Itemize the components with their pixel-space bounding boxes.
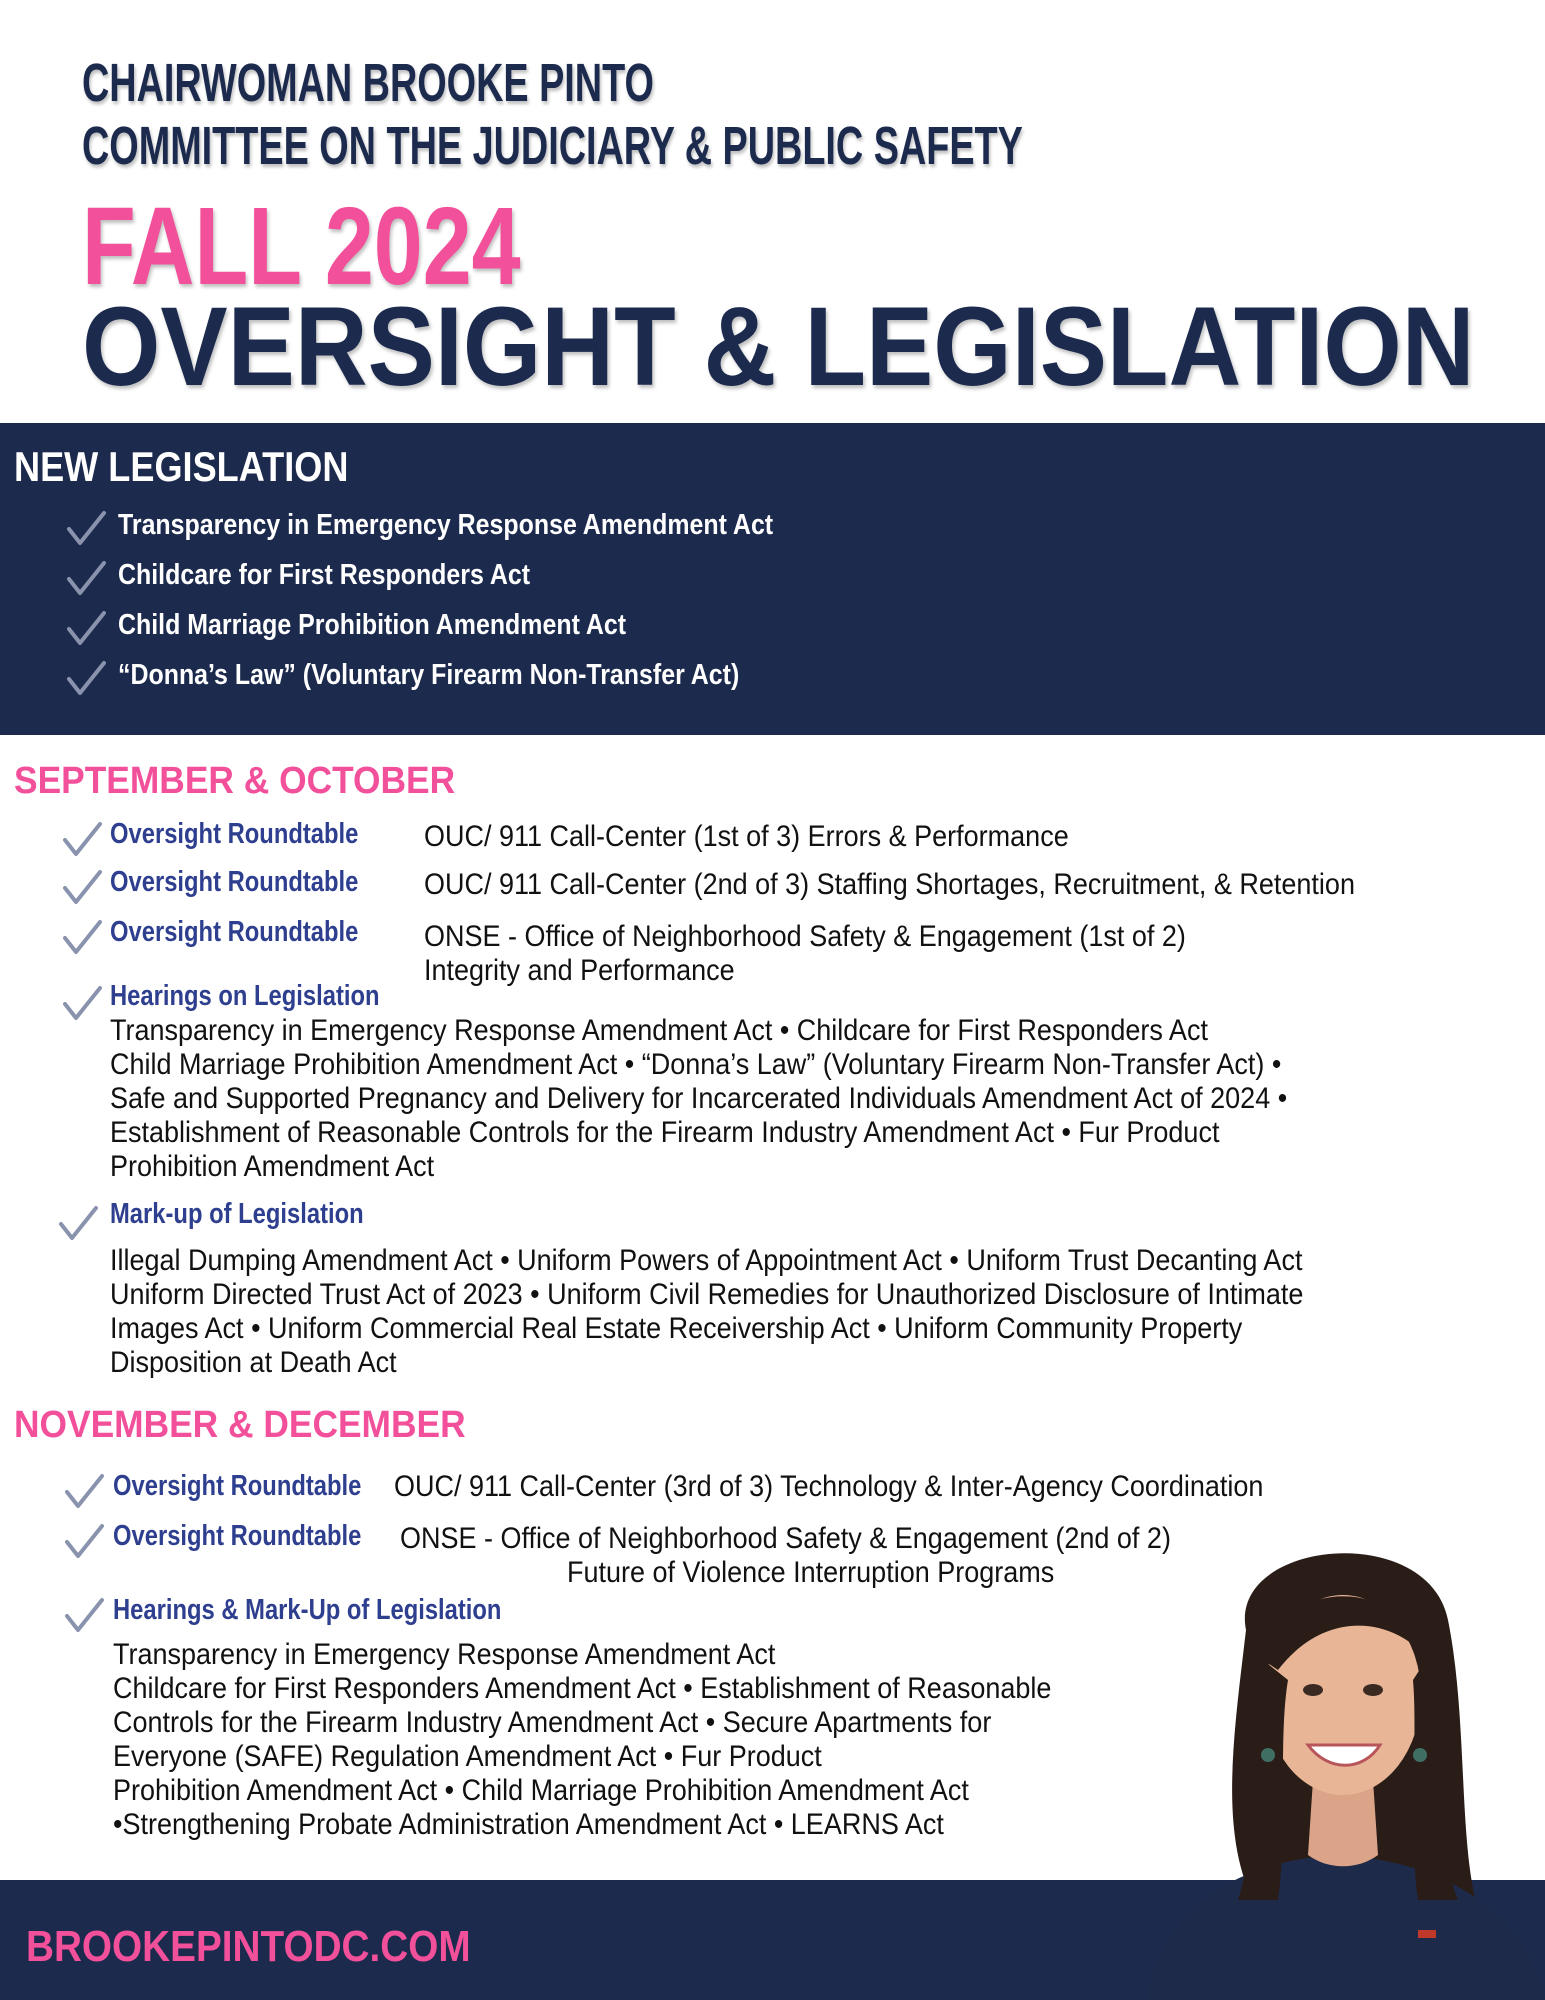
check-icon: [66, 559, 106, 599]
new-legislation-item: “Donna’s Law” (Voluntary Firearm Non-Transfer Act): [118, 659, 740, 691]
check-icon: [62, 984, 102, 1024]
hearings-markup-label: Hearings & Mark-Up of Legislation: [113, 1594, 502, 1626]
website-link[interactable]: BROOKEPINTODC.COM: [26, 1922, 471, 1971]
check-icon: [62, 820, 102, 860]
hearings-line: Transparency in Emergency Response Amendment Act • Childcare for First Responders Act: [110, 1014, 1208, 1047]
check-icon: [62, 868, 102, 908]
hearings-label: Hearings on Legislation: [110, 980, 380, 1012]
check-icon: [64, 1596, 104, 1636]
roundtable-label: Oversight Roundtable: [110, 916, 359, 948]
roundtable-description-2: Future of Violence Interruption Programs: [567, 1556, 1055, 1589]
header-line-1: CHAIRWOMAN BROOKE PINTO: [82, 53, 654, 113]
hearings-markup-line: Childcare for First Responders Amendment Act • Establishment of Reasonable: [113, 1672, 1052, 1705]
hearings-markup-line: Prohibition Amendment Act • Child Marriage Prohibition Amendment Act: [113, 1774, 969, 1807]
header-line-2: COMMITTEE ON THE JUDICIARY & PUBLIC SAFETY: [82, 116, 1023, 176]
check-icon: [66, 609, 106, 649]
roundtable-description-2: Integrity and Performance: [424, 954, 735, 987]
markup-line: Illegal Dumping Amendment Act • Uniform Powers of Appointment Act • Uniform Trust Decanting Act: [110, 1244, 1303, 1277]
roundtable-description: OUC/ 911 Call-Center (3rd of 3) Technology & Inter-Agency Coordination: [394, 1470, 1264, 1503]
hearings-markup-line: Everyone (SAFE) Regulation Amendment Act • Fur Product: [113, 1740, 822, 1773]
new-legislation-band: [0, 423, 1545, 735]
hearings-markup-line: Controls for the Firearm Industry Amendment Act • Secure Apartments for: [113, 1706, 992, 1739]
markup-label: Mark-up of Legislation: [110, 1198, 364, 1230]
check-icon: [66, 509, 106, 549]
markup-line: Disposition at Death Act: [110, 1346, 397, 1379]
new-legislation-title: NEW LEGISLATION: [14, 443, 349, 490]
hearings-line: Prohibition Amendment Act: [110, 1150, 435, 1183]
new-legislation-item: Childcare for First Responders Act: [118, 559, 531, 591]
check-icon: [64, 1472, 104, 1512]
hearings-line: Child Marriage Prohibition Amendment Act • “Donna’s Law” (Voluntary Firearm Non-Transfer Act) •: [110, 1048, 1282, 1081]
roundtable-label: Oversight Roundtable: [110, 866, 359, 898]
hearings-line: Establishment of Reasonable Controls for the Firearm Industry Amendment Act • Fur Product: [110, 1116, 1220, 1149]
roundtable-label: Oversight Roundtable: [113, 1520, 362, 1552]
page-title: OVERSIGHT & LEGISLATION: [82, 284, 1475, 409]
markup-line: Uniform Directed Trust Act of 2023 • Uniform Civil Remedies for Unauthorized Disclosure of Intimate: [110, 1278, 1304, 1311]
roundtable-description: ONSE - Office of Neighborhood Safety & Engagement (1st of 2): [424, 920, 1186, 953]
hearings-markup-line: Transparency in Emergency Response Amendment Act: [113, 1638, 776, 1671]
new-legislation-item: Transparency in Emergency Response Amendment Act: [118, 509, 774, 541]
roundtable-description: OUC/ 911 Call-Center (1st of 3) Errors & Performance: [424, 820, 1069, 853]
chairwoman-portrait: [1128, 1510, 1545, 2000]
new-legislation-item: Child Marriage Prohibition Amendment Act: [118, 609, 627, 641]
markup-line: Images Act • Uniform Commercial Real Estate Receivership Act • Uniform Community Property: [110, 1312, 1243, 1345]
check-icon: [62, 918, 102, 958]
roundtable-label: Oversight Roundtable: [110, 818, 359, 850]
check-icon: [58, 1204, 98, 1244]
season-title: FALL 2024: [82, 185, 521, 308]
check-icon: [64, 1522, 104, 1562]
section-title-nov-dec: NOVEMBER & DECEMBER: [14, 1404, 466, 1446]
hearings-line: Safe and Supported Pregnancy and Delivery for Incarcerated Individuals Amendment Act of 2024 •: [110, 1082, 1288, 1115]
roundtable-description: OUC/ 911 Call-Center (2nd of 3) Staffing Shortages, Recruitment, & Retention: [424, 868, 1355, 901]
section-title-sep-oct: SEPTEMBER & OCTOBER: [14, 760, 456, 802]
roundtable-description: ONSE - Office of Neighborhood Safety & Engagement (2nd of 2): [400, 1522, 1171, 1555]
roundtable-label: Oversight Roundtable: [113, 1470, 362, 1502]
check-icon: [66, 659, 106, 699]
hearings-markup-line: •Strengthening Probate Administration Amendment Act • LEARNS Act: [113, 1808, 944, 1841]
